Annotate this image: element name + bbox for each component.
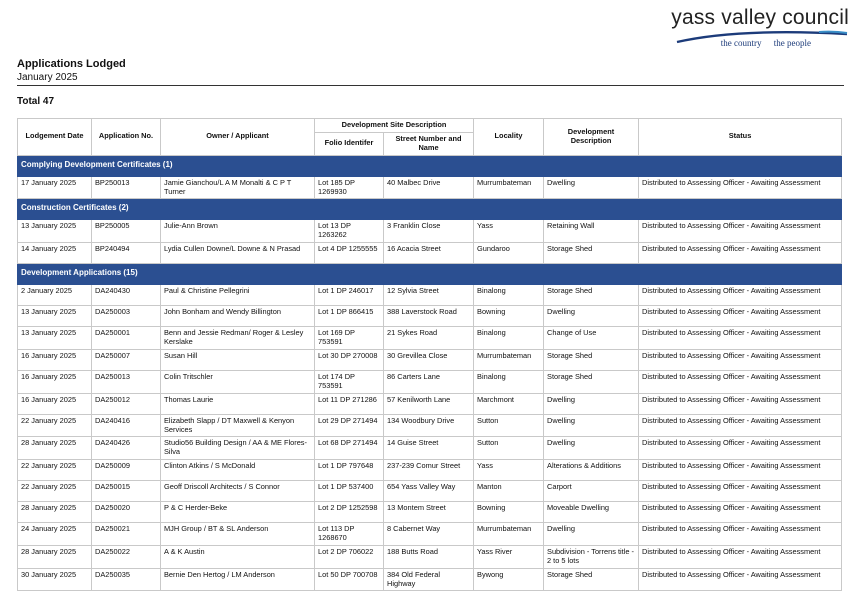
cell-development-description: Storage Shed bbox=[544, 285, 639, 306]
cell-folio-identifier: Lot 30 DP 270008 bbox=[315, 349, 384, 370]
table-row bbox=[18, 220, 842, 243]
cell-application-no: DA250035 bbox=[92, 568, 161, 591]
cell-development-description: Storage Shed bbox=[544, 243, 639, 264]
cell-street-address: 16 Acacia Street bbox=[384, 243, 474, 264]
cell-locality: Sutton bbox=[474, 437, 544, 460]
cell-status: Distributed to Assessing Officer - Awaiting Assessment bbox=[639, 220, 842, 243]
cell-locality: Binalong bbox=[474, 285, 544, 306]
table-row bbox=[18, 523, 842, 546]
cell-folio-identifier: Lot 1 DP 866415 bbox=[315, 306, 384, 327]
cell-lodgement-date: 16 January 2025 bbox=[18, 349, 92, 370]
cell-owner-applicant: Studio56 Building Design / AA & ME Flores-Silva bbox=[161, 437, 315, 460]
table-row bbox=[18, 502, 842, 523]
cell-application-no: DA250001 bbox=[92, 327, 161, 350]
cell-status: Distributed to Assessing Officer - Awaiting Assessment bbox=[639, 285, 842, 306]
logo-tagline-left: the country bbox=[720, 38, 762, 48]
cell-folio-identifier: Lot 185 DP 1269930 bbox=[315, 176, 384, 199]
cell-folio-identifier: Lot 1 DP 246017 bbox=[315, 285, 384, 306]
col-status: Status bbox=[639, 119, 842, 156]
logo-tagline bbox=[721, 38, 811, 48]
cell-status: Distributed to Assessing Officer - Awaiting Assessment bbox=[639, 349, 842, 370]
cell-development-description: Storage Shed bbox=[544, 568, 639, 591]
table-row bbox=[18, 414, 842, 437]
cell-status: Distributed to Assessing Officer - Awaiting Assessment bbox=[639, 481, 842, 502]
cell-street-address: 388 Laverstock Road bbox=[384, 306, 474, 327]
cell-status: Distributed to Assessing Officer - Awaiting Assessment bbox=[639, 437, 842, 460]
cell-folio-identifier: Lot 11 DP 271286 bbox=[315, 393, 384, 414]
cell-lodgement-date: 2 January 2025 bbox=[18, 285, 92, 306]
cell-application-no: DA250013 bbox=[92, 370, 161, 393]
cell-lodgement-date: 13 January 2025 bbox=[18, 220, 92, 243]
cell-development-description: Subdivision - Torrens title - 2 to 5 lots bbox=[544, 545, 639, 568]
cell-street-address: 3 Franklin Close bbox=[384, 220, 474, 243]
cell-owner-applicant: Colin Tritschler bbox=[161, 370, 315, 393]
cell-lodgement-date: 22 January 2025 bbox=[18, 460, 92, 481]
cell-lodgement-date: 28 January 2025 bbox=[18, 502, 92, 523]
cell-locality: Bowning bbox=[474, 502, 544, 523]
logo-wordmark: yass valley council bbox=[671, 6, 849, 29]
cell-application-no: DA250003 bbox=[92, 306, 161, 327]
table-row bbox=[18, 481, 842, 502]
cell-lodgement-date: 14 January 2025 bbox=[18, 243, 92, 264]
cell-owner-applicant: Paul & Christine Pellegrini bbox=[161, 285, 315, 306]
cell-status: Distributed to Assessing Officer - Awaiting Assessment bbox=[639, 243, 842, 264]
total-count: Total 47 bbox=[17, 96, 55, 107]
cell-development-description: Dwelling bbox=[544, 437, 639, 460]
cell-development-description: Retaining Wall bbox=[544, 220, 639, 243]
cell-status: Distributed to Assessing Officer - Awaiting Assessment bbox=[639, 523, 842, 546]
cell-locality: Murrumbateman bbox=[474, 349, 544, 370]
cell-development-description: Storage Shed bbox=[544, 370, 639, 393]
cell-application-no: DA250021 bbox=[92, 523, 161, 546]
cell-application-no: DA250007 bbox=[92, 349, 161, 370]
cell-owner-applicant: Clinton Atkins / S McDonald bbox=[161, 460, 315, 481]
cell-development-description: Carport bbox=[544, 481, 639, 502]
cell-lodgement-date: 16 January 2025 bbox=[18, 393, 92, 414]
table-row bbox=[18, 285, 842, 306]
cell-folio-identifier: Lot 68 DP 271494 bbox=[315, 437, 384, 460]
cell-folio-identifier: Lot 4 DP 1255555 bbox=[315, 243, 384, 264]
cell-application-no: DA240416 bbox=[92, 414, 161, 437]
cell-development-description: Storage Shed bbox=[544, 349, 639, 370]
table-row bbox=[18, 568, 842, 591]
cell-owner-applicant: Lydia Cullen Downe/L Downe & N Prasad bbox=[161, 243, 315, 264]
col-application-no: Application No. bbox=[92, 119, 161, 156]
cell-application-no: BP250013 bbox=[92, 176, 161, 199]
cell-street-address: 654 Yass Valley Way bbox=[384, 481, 474, 502]
cell-owner-applicant: Benn and Jessie Redman/ Roger & Lesley Kerslake bbox=[161, 327, 315, 350]
table-row bbox=[18, 243, 842, 264]
logo-tagline-right: the people bbox=[773, 38, 811, 48]
cell-street-address: 188 Butts Road bbox=[384, 545, 474, 568]
cell-lodgement-date: 22 January 2025 bbox=[18, 481, 92, 502]
header-divider bbox=[17, 85, 844, 86]
cell-street-address: 40 Malbec Drive bbox=[384, 176, 474, 199]
cell-status: Distributed to Assessing Officer - Awaiting Assessment bbox=[639, 414, 842, 437]
cell-owner-applicant: John Bonham and Wendy Billington bbox=[161, 306, 315, 327]
cell-folio-identifier: Lot 2 DP 706022 bbox=[315, 545, 384, 568]
cell-development-description: Dwelling bbox=[544, 393, 639, 414]
cell-locality: Yass bbox=[474, 460, 544, 481]
section-header-row bbox=[18, 155, 842, 176]
cell-street-address: 384 Old Federal Highway bbox=[384, 568, 474, 591]
page-title: Applications Lodged bbox=[17, 58, 126, 70]
cell-street-address: 21 Sykes Road bbox=[384, 327, 474, 350]
table-row bbox=[18, 327, 842, 350]
cell-owner-applicant: P & C Herder-Beke bbox=[161, 502, 315, 523]
cell-owner-applicant: Jamie Gianchou/L A M Monalti & C P T Turner bbox=[161, 176, 315, 199]
cell-lodgement-date: 13 January 2025 bbox=[18, 327, 92, 350]
table-row bbox=[18, 306, 842, 327]
cell-street-address: 12 Sylvia Street bbox=[384, 285, 474, 306]
cell-status: Distributed to Assessing Officer - Awaiting Assessment bbox=[639, 502, 842, 523]
cell-status: Distributed to Assessing Officer - Awaiting Assessment bbox=[639, 370, 842, 393]
col-group-site-description: Development Site Description bbox=[315, 119, 474, 133]
cell-development-description: Dwelling bbox=[544, 306, 639, 327]
cell-status: Distributed to Assessing Officer - Awaiting Assessment bbox=[639, 327, 842, 350]
cell-street-address: 134 Woodbury Drive bbox=[384, 414, 474, 437]
cell-status: Distributed to Assessing Officer - Awaiting Assessment bbox=[639, 568, 842, 591]
cell-status: Distributed to Assessing Officer - Awaiting Assessment bbox=[639, 306, 842, 327]
cell-locality: Binalong bbox=[474, 327, 544, 350]
cell-locality: Marchmont bbox=[474, 393, 544, 414]
table-row bbox=[18, 349, 842, 370]
cell-folio-identifier: Lot 174 DP 753591 bbox=[315, 370, 384, 393]
col-folio-identifier: Folio Identifer bbox=[315, 132, 384, 155]
cell-lodgement-date: 13 January 2025 bbox=[18, 306, 92, 327]
cell-owner-applicant: Thomas Laurie bbox=[161, 393, 315, 414]
section-header-row bbox=[18, 264, 842, 285]
cell-application-no: BP250005 bbox=[92, 220, 161, 243]
cell-street-address: 237-239 Comur Street bbox=[384, 460, 474, 481]
cell-owner-applicant: Susan Hill bbox=[161, 349, 315, 370]
table-header bbox=[18, 119, 842, 156]
cell-folio-identifier: Lot 29 DP 271494 bbox=[315, 414, 384, 437]
cell-street-address: 57 Kenilworth Lane bbox=[384, 393, 474, 414]
cell-street-address: 86 Carters Lane bbox=[384, 370, 474, 393]
cell-street-address: 30 Grevillea Close bbox=[384, 349, 474, 370]
col-owner-applicant: Owner / Applicant bbox=[161, 119, 315, 156]
cell-development-description: Dwelling bbox=[544, 176, 639, 199]
cell-status: Distributed to Assessing Officer - Awaiting Assessment bbox=[639, 460, 842, 481]
cell-application-no: DA250012 bbox=[92, 393, 161, 414]
cell-application-no: DA250009 bbox=[92, 460, 161, 481]
cell-development-description: Dwelling bbox=[544, 523, 639, 546]
col-street-number-name: Street Number and Name bbox=[384, 132, 474, 155]
cell-locality: Sutton bbox=[474, 414, 544, 437]
cell-locality: Manton bbox=[474, 481, 544, 502]
cell-locality: Yass River bbox=[474, 545, 544, 568]
cell-lodgement-date: 28 January 2025 bbox=[18, 437, 92, 460]
cell-lodgement-date: 22 January 2025 bbox=[18, 414, 92, 437]
cell-street-address: 8 Cabernet Way bbox=[384, 523, 474, 546]
cell-owner-applicant: Elizabeth Slapp / DT Maxwell & Kenyon Services bbox=[161, 414, 315, 437]
cell-street-address: 13 Montem Street bbox=[384, 502, 474, 523]
table-row bbox=[18, 176, 842, 199]
cell-development-description: Dwelling bbox=[544, 414, 639, 437]
cell-folio-identifier: Lot 113 DP 1268670 bbox=[315, 523, 384, 546]
cell-folio-identifier: Lot 169 DP 753591 bbox=[315, 327, 384, 350]
cell-application-no: DA250022 bbox=[92, 545, 161, 568]
cell-street-address: 14 Guise Street bbox=[384, 437, 474, 460]
cell-application-no: DA240430 bbox=[92, 285, 161, 306]
cell-owner-applicant: A & K Austin bbox=[161, 545, 315, 568]
cell-locality: Gundaroo bbox=[474, 243, 544, 264]
cell-locality: Yass bbox=[474, 220, 544, 243]
table-row bbox=[18, 437, 842, 460]
cell-lodgement-date: 24 January 2025 bbox=[18, 523, 92, 546]
cell-application-no: DA240426 bbox=[92, 437, 161, 460]
section-title: Development Applications (15) bbox=[18, 264, 842, 285]
cell-development-description: Moveable Dwelling bbox=[544, 502, 639, 523]
col-lodgement-date: Lodgement Date bbox=[18, 119, 92, 156]
cell-folio-identifier: Lot 2 DP 1252598 bbox=[315, 502, 384, 523]
table-body bbox=[18, 155, 842, 591]
cell-development-description: Alterations & Additions bbox=[544, 460, 639, 481]
cell-owner-applicant: Julie-Ann Brown bbox=[161, 220, 315, 243]
col-development-description: Development Description bbox=[544, 119, 639, 156]
cell-lodgement-date: 30 January 2025 bbox=[18, 568, 92, 591]
cell-locality: Binalong bbox=[474, 370, 544, 393]
table-row bbox=[18, 460, 842, 481]
cell-locality: Murrumbateman bbox=[474, 523, 544, 546]
cell-locality: Murrumbateman bbox=[474, 176, 544, 199]
cell-locality: Bywong bbox=[474, 568, 544, 591]
cell-folio-identifier: Lot 50 DP 700708 bbox=[315, 568, 384, 591]
cell-folio-identifier: Lot 1 DP 537400 bbox=[315, 481, 384, 502]
cell-owner-applicant: Geoff Driscoll Architects / S Connor bbox=[161, 481, 315, 502]
section-title: Construction Certificates (2) bbox=[18, 199, 842, 220]
page-subtitle: January 2025 bbox=[17, 72, 78, 83]
cell-lodgement-date: 28 January 2025 bbox=[18, 545, 92, 568]
cell-development-description: Change of Use bbox=[544, 327, 639, 350]
cell-status: Distributed to Assessing Officer - Awaiting Assessment bbox=[639, 545, 842, 568]
cell-status: Distributed to Assessing Officer - Awaiting Assessment bbox=[639, 176, 842, 199]
col-locality: Locality bbox=[474, 119, 544, 156]
cell-application-no: BP240494 bbox=[92, 243, 161, 264]
cell-application-no: DA250020 bbox=[92, 502, 161, 523]
cell-owner-applicant: MJH Group / BT & SL Anderson bbox=[161, 523, 315, 546]
applications-table bbox=[17, 118, 842, 591]
table-row bbox=[18, 545, 842, 568]
cell-locality: Bowning bbox=[474, 306, 544, 327]
cell-status: Distributed to Assessing Officer - Awaiting Assessment bbox=[639, 393, 842, 414]
cell-owner-applicant: Bernie Den Hertog / LM Anderson bbox=[161, 568, 315, 591]
cell-folio-identifier: Lot 13 DP 1263262 bbox=[315, 220, 384, 243]
section-header-row bbox=[18, 199, 842, 220]
section-title: Complying Development Certificates (1) bbox=[18, 155, 842, 176]
cell-application-no: DA250015 bbox=[92, 481, 161, 502]
cell-lodgement-date: 17 January 2025 bbox=[18, 176, 92, 199]
cell-lodgement-date: 16 January 2025 bbox=[18, 370, 92, 393]
council-logo bbox=[669, 6, 849, 52]
table-row bbox=[18, 393, 842, 414]
table-row bbox=[18, 370, 842, 393]
cell-folio-identifier: Lot 1 DP 797648 bbox=[315, 460, 384, 481]
